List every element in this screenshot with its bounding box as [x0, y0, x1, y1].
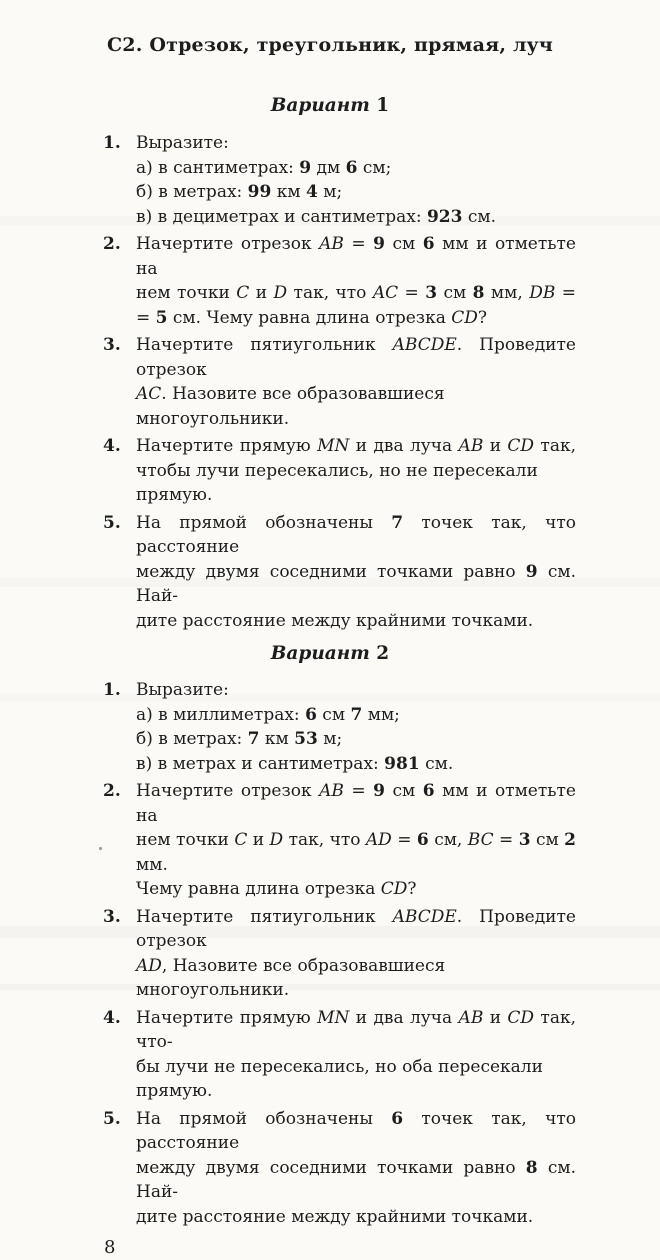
math-variable: CD	[507, 1007, 535, 1028]
text-segment: =	[343, 234, 374, 254]
text-line	[136, 180, 576, 205]
math-variable: AB	[319, 234, 344, 254]
math-variable: AC	[372, 283, 399, 303]
text-segment: Начертите отрезок	[136, 781, 320, 801]
text-segment: между двумя соседними точками равно	[136, 1157, 526, 1178]
bold-number: 8	[472, 283, 485, 303]
bold-number: 6	[422, 234, 435, 254]
problem-item	[103, 905, 576, 1003]
problem-number: 5.	[103, 512, 121, 533]
text-segment: дите расстояние между крайними точками.	[136, 610, 534, 631]
text-segment: см	[316, 704, 351, 725]
text-segment: так, что-	[136, 1007, 577, 1052]
math-variable: AD	[136, 955, 162, 976]
problem-text	[136, 232, 576, 330]
text-segment: нем точки	[136, 830, 235, 850]
variant-2-section	[0, 642, 660, 1229]
text-segment: мм;	[362, 704, 400, 725]
text-segment: Начертите пятиугольник	[136, 335, 393, 355]
text-segment: см	[437, 283, 473, 303]
text-segment: Выразите:	[136, 133, 229, 153]
math-variable: ABCDE	[392, 906, 457, 927]
bold-number: 7	[350, 704, 363, 725]
text-segment: дм	[311, 157, 346, 178]
problem-text	[136, 333, 576, 431]
text-segment: см. Най-	[136, 561, 576, 606]
math-variable: AD	[365, 830, 392, 850]
bold-number: 9	[373, 234, 385, 254]
text-segment: =	[398, 283, 426, 303]
problem-item	[103, 131, 576, 229]
problem-item	[103, 333, 576, 431]
text-segment: дите расстояние между крайними точками.	[136, 1206, 534, 1227]
text-segment: м;	[317, 729, 343, 749]
bold-number: 9	[373, 781, 385, 801]
bold-number: 6	[305, 704, 317, 725]
text-line	[136, 1156, 576, 1205]
math-variable: BC	[467, 830, 494, 850]
text-segment: см.	[419, 753, 454, 774]
text-segment: точек так, что расстояние	[136, 1108, 576, 1153]
text-segment: Вариант	[270, 95, 370, 116]
bold-number: 7	[247, 729, 260, 749]
text-line	[136, 156, 576, 181]
bold-number: 4	[306, 182, 318, 202]
text-segment: см. Най-	[136, 1157, 576, 1202]
text-segment: и	[483, 436, 508, 456]
text-segment: б) в метрах:	[136, 182, 248, 202]
bold-number: 6	[416, 830, 429, 850]
text-segment: Начертите пятиугольник	[136, 906, 393, 927]
text-line	[136, 560, 576, 609]
variant-2-heading	[0, 642, 660, 666]
text-segment: и два луча	[349, 1007, 459, 1028]
text-segment: На прямой обозначены	[136, 512, 392, 533]
problem-item	[103, 1107, 576, 1230]
problem-text	[136, 678, 576, 776]
text-line	[136, 828, 576, 877]
text-line	[136, 609, 576, 634]
text-segment: так, что	[287, 283, 373, 303]
text-segment: . Проведите отрезок	[136, 335, 576, 380]
text-line	[136, 281, 576, 306]
text-segment: км	[259, 729, 295, 749]
bold-number: 53	[294, 729, 318, 749]
text-line	[136, 459, 576, 508]
text-line	[136, 877, 576, 902]
bold-number: 2	[369, 643, 390, 664]
text-line	[136, 434, 576, 459]
variant-1-section	[0, 94, 660, 633]
text-segment: см;	[357, 157, 392, 178]
bold-number: 7	[391, 512, 404, 533]
text-segment: ?	[477, 307, 487, 328]
problem-text	[136, 905, 576, 1003]
bold-number: 9	[525, 561, 538, 582]
math-variable: CD	[380, 879, 408, 899]
text-segment: а) в сантиметрах:	[136, 157, 300, 178]
text-line	[136, 703, 576, 728]
text-line	[136, 779, 576, 828]
text-line	[136, 205, 576, 230]
text-segment: Начертите прямую	[136, 436, 318, 456]
bold-number: 923	[426, 206, 463, 227]
problem-number: 5.	[103, 1108, 121, 1129]
problem-text	[136, 131, 576, 229]
text-segment: Выразите:	[136, 680, 229, 700]
problem-item	[103, 232, 576, 330]
text-segment: Вариант	[270, 643, 370, 664]
bold-number: 3	[425, 283, 438, 303]
text-line	[136, 306, 576, 331]
text-segment: см	[385, 234, 423, 254]
problem-number: 3.	[103, 906, 121, 927]
problem-item	[103, 779, 576, 902]
problem-item	[103, 678, 576, 776]
text-line	[136, 1006, 576, 1055]
problem-text	[136, 1107, 576, 1230]
text-segment: =	[555, 283, 576, 303]
text-segment: =	[343, 781, 374, 801]
math-variable: D	[273, 283, 288, 303]
problem-text	[136, 434, 576, 508]
text-segment: см.	[462, 206, 497, 227]
text-line	[136, 1107, 576, 1156]
page-number: 8	[104, 1237, 116, 1258]
text-segment: =	[136, 307, 156, 328]
problem-number: 2.	[103, 781, 121, 801]
math-variable: AB	[458, 436, 484, 456]
text-segment: б) в метрах:	[136, 729, 248, 749]
text-line	[136, 511, 576, 560]
math-variable: AC	[136, 384, 162, 404]
text-segment: Начертите прямую	[136, 1007, 318, 1028]
problem-number: 4.	[103, 1007, 121, 1028]
bold-number: 2	[564, 830, 576, 850]
text-segment: =	[391, 830, 417, 850]
variant-2-problems	[103, 678, 576, 1229]
problem-item	[103, 1006, 576, 1104]
text-line	[136, 232, 576, 281]
text-segment: см	[385, 781, 423, 801]
text-segment: так,	[534, 436, 577, 456]
text-segment: так, что	[283, 830, 366, 850]
text-segment: км	[271, 182, 306, 202]
text-segment: м;	[317, 182, 343, 202]
problem-item	[103, 434, 576, 508]
text-segment: Начертите отрезок	[136, 234, 320, 254]
problem-number: 3.	[103, 335, 121, 355]
text-segment: бы лучи не пересекались, но оба пересекали прямую.	[136, 1056, 543, 1101]
text-segment: чтобы лучи пересекались, но не пересекали прямую.	[136, 460, 538, 505]
problem-number: 2.	[103, 234, 121, 254]
text-segment: в) в дециметрах и сантиметрах:	[136, 206, 427, 227]
text-segment: и	[249, 283, 274, 303]
math-variable: AB	[458, 1007, 484, 1028]
variant-1-heading	[0, 94, 660, 118]
bold-number: 6	[422, 781, 435, 801]
page-title: С2. Отрезок, треугольник, прямая, луч	[106, 34, 554, 56]
text-segment: и два луча	[349, 436, 459, 456]
text-segment: =	[493, 830, 519, 850]
math-variable: MN	[317, 436, 350, 456]
text-line	[136, 131, 576, 156]
text-segment: а) в миллиметрах:	[136, 704, 306, 725]
problem-text	[136, 1006, 576, 1104]
text-segment: . Проведите отрезок	[136, 906, 576, 951]
text-line	[136, 678, 576, 703]
math-variable: CD	[451, 307, 478, 328]
text-line	[136, 1205, 576, 1230]
text-segment: мм.	[136, 854, 168, 875]
text-segment: , Назовите все образовавшиеся многоугольники.	[136, 955, 446, 1000]
math-variable: AB	[319, 781, 344, 801]
text-segment: см,	[428, 830, 468, 850]
text-segment: между двумя соседними точками равно	[136, 561, 526, 582]
math-variable: C	[236, 283, 250, 303]
text-segment: и	[483, 1007, 508, 1028]
bold-number: 981	[384, 753, 420, 774]
problem-item	[103, 511, 576, 634]
math-variable: DB	[529, 283, 556, 303]
bold-number: 3	[518, 830, 531, 850]
text-segment: мм и отметьте на	[136, 234, 576, 279]
problem-number: 4.	[103, 436, 121, 456]
variant-1-problems	[103, 131, 576, 633]
math-variable: MN	[317, 1007, 350, 1028]
text-segment: ?	[407, 879, 417, 899]
text-segment: На прямой обозначены	[136, 1108, 392, 1129]
text-segment: в) в метрах и сантиметрах:	[136, 753, 385, 774]
text-segment: и	[247, 830, 270, 850]
bold-number: 5	[155, 307, 168, 328]
text-line	[136, 333, 576, 382]
text-segment: точек так, что расстояние	[136, 512, 576, 557]
bold-number: 1	[369, 95, 390, 116]
bold-number: 8	[525, 1157, 538, 1178]
text-segment: мм,	[484, 283, 530, 303]
problem-text	[136, 511, 576, 634]
text-line	[136, 727, 576, 752]
text-line	[136, 382, 576, 431]
bold-number: 9	[299, 157, 312, 178]
text-segment: Чему равна длина отрезка	[136, 879, 381, 899]
math-variable: C	[234, 830, 248, 850]
text-segment: . Назовите все образовавшиеся многоугольники.	[136, 384, 445, 429]
text-segment: см	[530, 830, 565, 850]
problem-number: 1.	[103, 133, 121, 153]
problem-number: 1.	[103, 680, 121, 700]
bold-number: 6	[391, 1108, 404, 1129]
text-line	[136, 905, 576, 954]
text-segment: см. Чему равна длина отрезка	[167, 307, 452, 328]
text-segment: нем точки	[136, 283, 237, 303]
text-line	[136, 954, 576, 1003]
math-variable: CD	[507, 436, 535, 456]
bold-number: 99	[247, 182, 272, 202]
problem-text	[136, 779, 576, 902]
text-segment: мм и отметьте на	[136, 781, 576, 826]
text-line	[136, 1055, 576, 1104]
math-variable: ABCDE	[392, 335, 457, 355]
bold-number: 6	[345, 157, 358, 178]
text-line	[136, 752, 576, 777]
math-variable: D	[269, 830, 284, 850]
